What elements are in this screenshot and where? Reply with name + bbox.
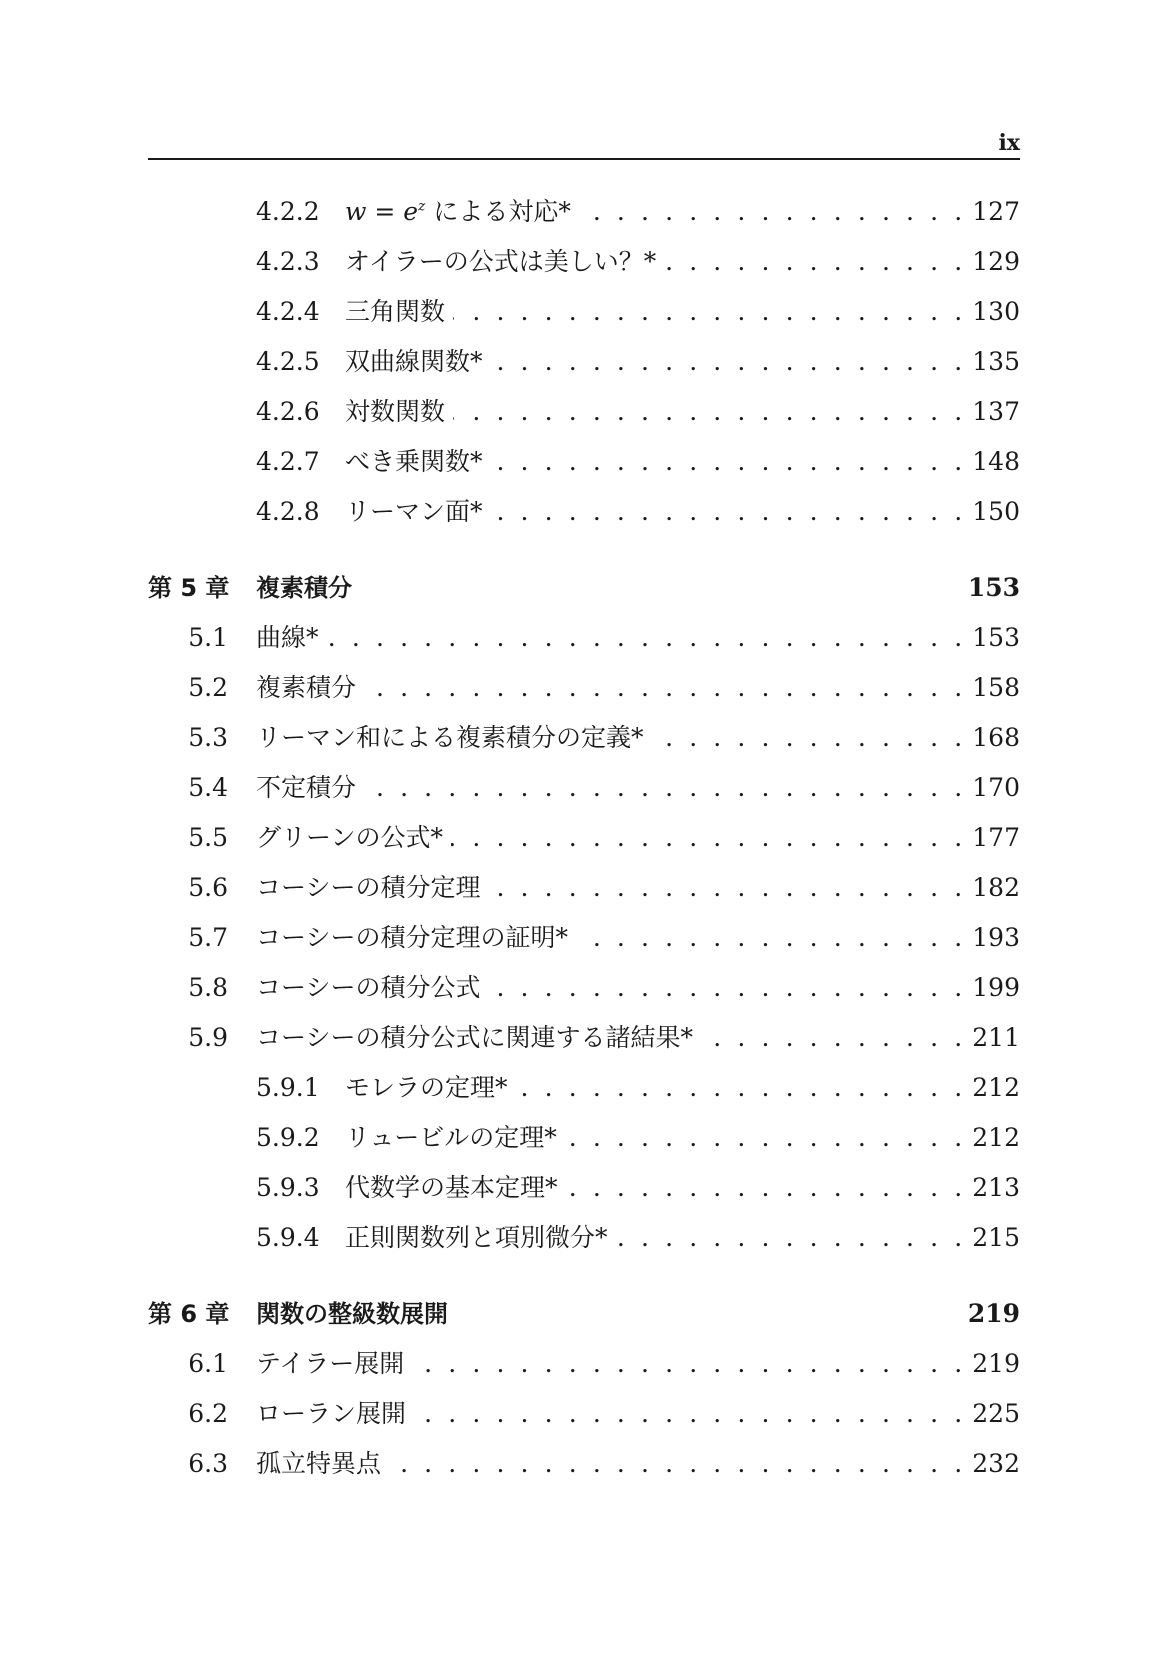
dot-leader: [491, 442, 967, 482]
toc-subsection-row[interactable]: [148, 392, 1020, 432]
toc-page-number: 129: [972, 247, 1020, 276]
dot-leader: [579, 192, 966, 232]
toc-section-row[interactable]: [148, 918, 1020, 958]
toc-title: コーシーの積分定理の証明*: [256, 923, 569, 952]
toc-title: 孤立特異点: [256, 1449, 382, 1478]
dot-leader: [489, 968, 967, 1008]
toc-subsection-row[interactable]: [148, 292, 1020, 332]
dot-leader: [616, 1218, 967, 1258]
toc-title: オイラーの公式は美しい？*: [345, 247, 657, 276]
toc-page-number: 177: [972, 823, 1020, 852]
toc-title: リュービルの定理*: [345, 1123, 557, 1152]
toc-page-number: 211: [972, 1023, 1020, 1052]
toc-title: 双曲線関数*: [345, 347, 483, 376]
dot-leader: [412, 1344, 966, 1384]
toc-number: 6.2: [188, 1399, 228, 1428]
dot-leader: [565, 1118, 967, 1158]
running-header: [148, 132, 1020, 160]
toc-number: 4.2.5: [256, 347, 320, 376]
dot-leader: [566, 1168, 967, 1208]
dot-leader: [451, 818, 966, 858]
toc-section-row[interactable]: [148, 668, 1020, 708]
toc-title: ローラン展開: [256, 1399, 407, 1428]
dot-leader: [453, 392, 966, 432]
toc-page-number: 127: [972, 197, 1020, 226]
toc-section-row[interactable]: [148, 1444, 1020, 1484]
toc-number: 6.1: [188, 1349, 228, 1378]
toc-chapter-number: 第 6 章: [148, 1300, 230, 1328]
toc-chapter-row[interactable]: [148, 568, 1020, 608]
toc-title: テイラー展開: [256, 1349, 405, 1378]
dot-leader: [491, 342, 967, 382]
toc-page-number: 158: [972, 673, 1020, 702]
toc-title: 代数学の基本定理*: [345, 1173, 558, 1202]
dot-leader: [652, 718, 967, 758]
toc-page-number: 168: [972, 723, 1020, 752]
toc-page-number: 232: [972, 1449, 1020, 1478]
toc-title: コーシーの積分公式: [256, 973, 481, 1002]
toc-subsection-row[interactable]: [148, 1168, 1020, 1208]
toc-page-number: 170: [972, 773, 1020, 802]
toc-page-number: 150: [972, 497, 1020, 526]
toc-section-row[interactable]: [148, 868, 1020, 908]
toc-chapter-title: 複素積分: [256, 574, 352, 602]
toc-number: 4.2.7: [256, 447, 320, 476]
toc-title: グリーンの公式*: [256, 823, 444, 852]
toc-page-number: 212: [972, 1073, 1020, 1102]
toc-number: 5.6: [188, 873, 228, 902]
toc-chapter-row[interactable]: [148, 1294, 1020, 1334]
toc-section-row[interactable]: [148, 818, 1020, 858]
toc-title: リーマン和による複素積分の定義*: [256, 723, 644, 752]
toc-subsection-row[interactable]: [148, 192, 1020, 232]
dot-leader: [364, 668, 966, 708]
toc-page-number: 135: [972, 347, 1020, 376]
dot-leader: [489, 868, 967, 908]
dot-leader: [701, 1018, 966, 1058]
toc-page-number: 219: [972, 1349, 1020, 1378]
toc-page-number: 213: [972, 1173, 1020, 1202]
toc-number: 5.8: [188, 973, 228, 1002]
toc-page-number: 225: [972, 1399, 1020, 1428]
toc-page-number: 212: [972, 1123, 1020, 1152]
toc-page-number: 215: [972, 1223, 1020, 1252]
toc-title: リーマン面*: [345, 497, 483, 526]
toc-number: 6.3: [188, 1449, 228, 1478]
toc-page-number: 182: [972, 873, 1020, 902]
toc-page-number: 137: [972, 397, 1020, 426]
toc-section-row[interactable]: [148, 618, 1020, 658]
toc-number: 4.2.3: [256, 247, 320, 276]
toc-page-number: 153: [972, 623, 1020, 652]
toc-section-row[interactable]: [148, 718, 1020, 758]
toc-section-row[interactable]: [148, 1344, 1020, 1384]
toc-number: 5.2: [188, 673, 228, 702]
toc-title: $w = e^z$ による対応*: [345, 197, 571, 226]
dot-leader: [364, 768, 966, 808]
toc-title: 三角関数: [345, 297, 446, 326]
dot-leader: [327, 618, 967, 658]
toc-title: モレラの定理*: [345, 1073, 508, 1102]
toc-number: 5.9.1: [256, 1073, 320, 1102]
toc-number: 5.9.2: [256, 1123, 320, 1152]
toc-subsection-row[interactable]: [148, 242, 1020, 282]
toc-subsection-row[interactable]: [148, 342, 1020, 382]
toc-chapter-number: 第 5 章: [148, 574, 230, 602]
toc-title: 対数関数: [345, 397, 446, 426]
toc-number: 5.9: [188, 1023, 228, 1052]
toc-subsection-row[interactable]: [148, 492, 1020, 532]
page-number: ix: [998, 130, 1020, 156]
toc-page-number: 130: [972, 297, 1020, 326]
toc-title: 複素積分: [256, 673, 357, 702]
dot-leader: [453, 292, 966, 332]
toc-number: 5.9.4: [256, 1223, 320, 1252]
toc-number: 5.5: [188, 823, 228, 852]
toc-page-number: 153: [967, 573, 1020, 602]
toc-title: 曲線*: [256, 623, 319, 652]
toc-subsection-row[interactable]: [148, 1218, 1020, 1258]
toc-page-number: 193: [972, 923, 1020, 952]
toc-title: べき乗関数*: [345, 447, 483, 476]
toc-page-number: 199: [972, 973, 1020, 1002]
toc-number: 4.2.8: [256, 497, 320, 526]
toc-title: 正則関数列と項別微分*: [345, 1223, 608, 1252]
toc-title: コーシーの積分定理: [256, 873, 481, 902]
toc-subsection-row[interactable]: [148, 442, 1020, 482]
toc-number: 5.7: [188, 923, 228, 952]
toc-page-number: 148: [972, 447, 1020, 476]
dot-leader: [389, 1444, 966, 1484]
toc-page-number: 219: [967, 1299, 1020, 1328]
dot-leader: [414, 1394, 966, 1434]
toc-title: コーシーの積分公式に関連する諸結果*: [256, 1023, 694, 1052]
toc-title: 不定積分: [256, 773, 357, 802]
dot-leader: [664, 242, 966, 282]
dot-leader: [576, 918, 966, 958]
toc-section-row[interactable]: [148, 968, 1020, 1008]
toc-number: 4.2.2: [256, 197, 320, 226]
toc-number: 5.3: [188, 723, 228, 752]
toc-chapter-title: 関数の整級数展開: [256, 1300, 448, 1328]
dot-leader: [516, 1068, 967, 1108]
toc-section-row[interactable]: [148, 1394, 1020, 1434]
toc-section-row[interactable]: [148, 768, 1020, 808]
toc-subsection-row[interactable]: [148, 1068, 1020, 1108]
toc-subsection-row[interactable]: [148, 1118, 1020, 1158]
toc-number: 4.2.6: [256, 397, 320, 426]
dot-leader: [491, 492, 967, 532]
toc-number: 4.2.4: [256, 297, 320, 326]
toc-number: 5.9.3: [256, 1173, 320, 1202]
toc-section-row[interactable]: [148, 1018, 1020, 1058]
toc-number: 5.1: [188, 623, 228, 652]
toc-number: 5.4: [188, 773, 228, 802]
